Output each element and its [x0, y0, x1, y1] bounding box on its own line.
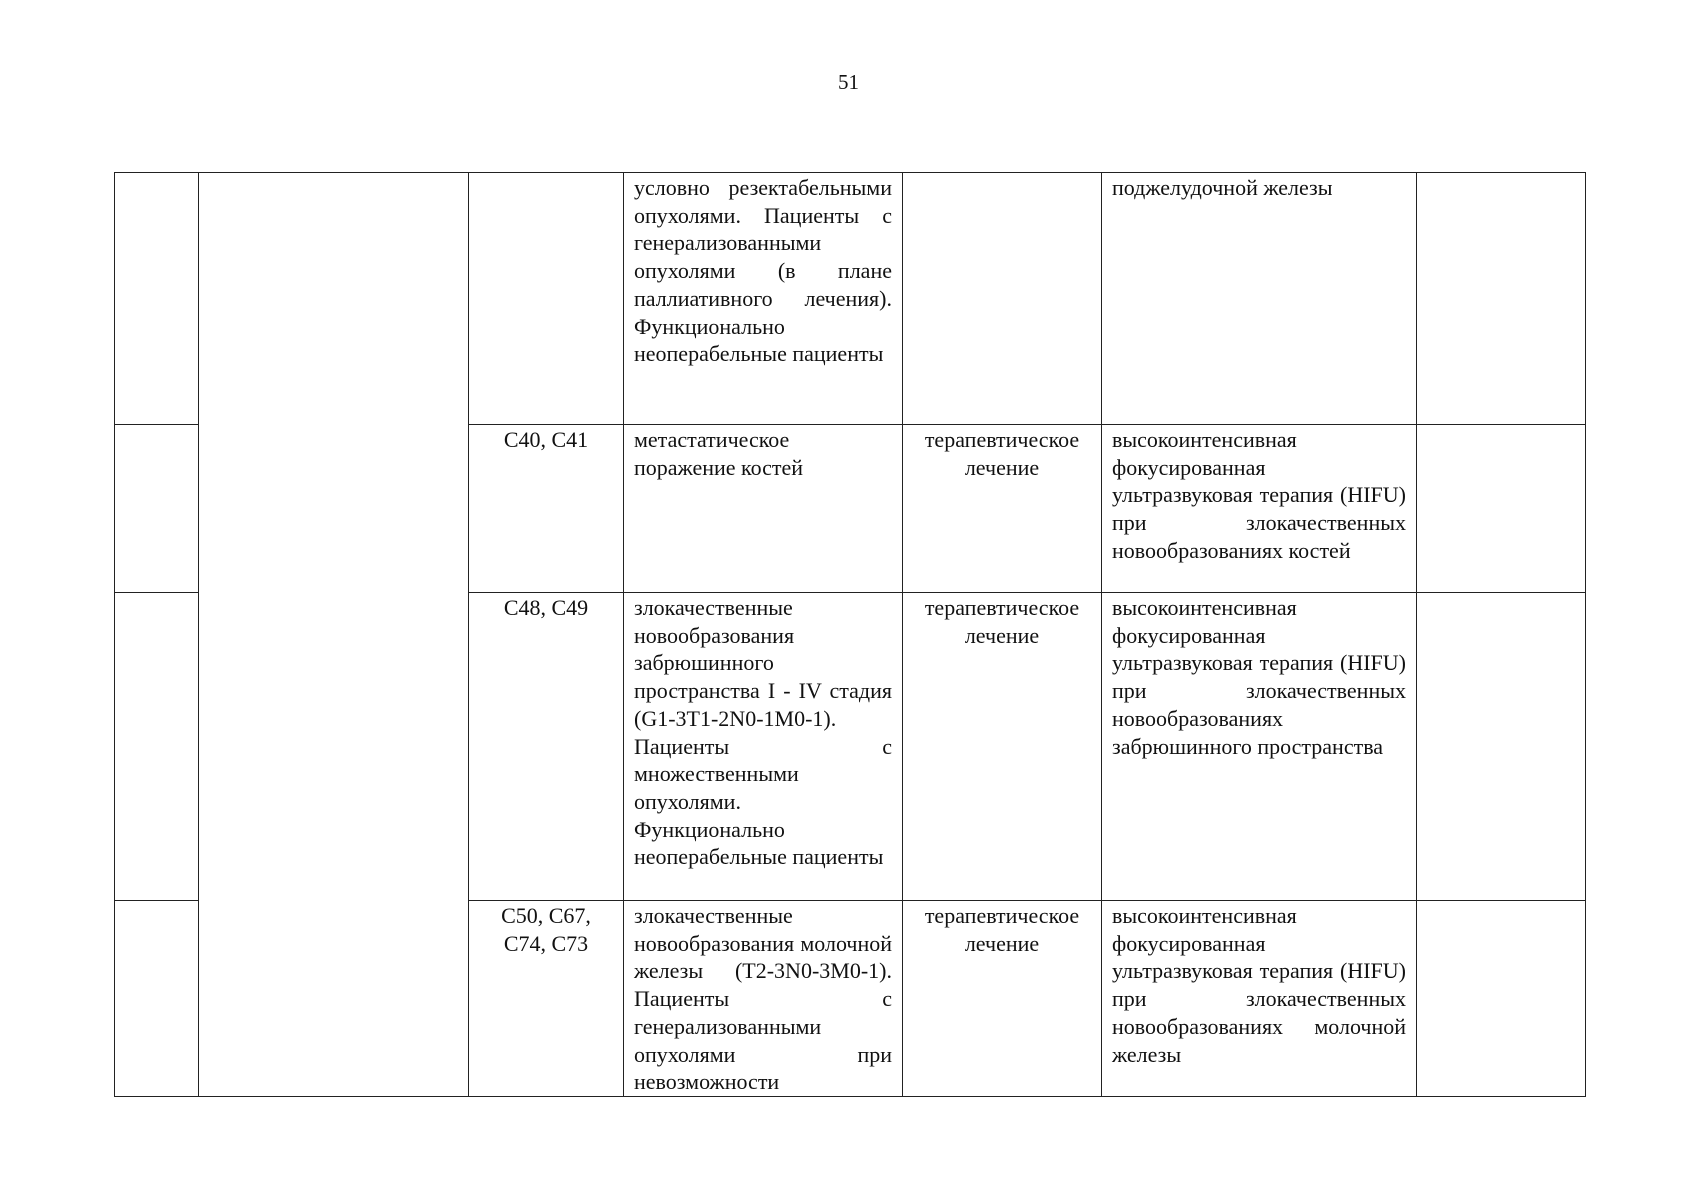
treatment-method-cell: высокоинтенсивная фокусированная ультразвуковая терапия (HIFU) при злокачественных новообразованиях забрюшинного пространства — [1102, 593, 1417, 901]
diagnosis-cell: злокачественные новообразования забрюшинного пространства I - IV стадия (G1-3T1-2N0-1M0-1). Пациенты с множественными опухолями. Функционально неоперабельные пациенты — [624, 593, 903, 901]
icd-code-line: C48, C49 — [503, 595, 589, 620]
diagnosis-cell: условно резектабельными опухолями. Пациенты с генерализованными опухолями (в плане паллиативного лечения). Функционально неоперабельные пациенты — [624, 173, 903, 425]
treatment-type-cell — [903, 173, 1102, 425]
treatment-method-cell: поджелудочной железы — [1102, 173, 1417, 425]
treatment-type-cell: терапевтическое лечение — [903, 901, 1102, 1097]
row-number-cell — [115, 173, 199, 425]
row-number-cell — [115, 593, 199, 901]
icd-code-line: C50, C67, — [501, 903, 591, 928]
tariff-cell — [1417, 425, 1586, 593]
treatment-method-cell: высокоинтенсивная фокусированная ультразвуковая терапия (HIFU) при злокачественных новообразованиях молочной железы — [1102, 901, 1417, 1097]
page-number: 51 — [838, 70, 859, 94]
icd-code-line: C74, C73 — [503, 930, 589, 956]
tariff-cell — [1417, 901, 1586, 1097]
icd-code-cell — [469, 593, 624, 901]
medical-care-table — [114, 172, 1586, 1097]
diagnosis-cell: метастатическое поражение костей — [624, 425, 903, 593]
treatment-type-cell: терапевтическое лечение — [903, 593, 1102, 901]
row-number-cell — [115, 901, 199, 1097]
profile-name-cell — [199, 173, 469, 1097]
tariff-cell — [1417, 593, 1586, 901]
treatment-type-cell: терапевтическое лечение — [903, 425, 1102, 593]
row-number-cell — [115, 425, 199, 593]
icd-code-cell — [469, 901, 624, 1097]
icd-code-cell — [469, 425, 624, 593]
diagnosis-cell: злокачественные новообразования молочной железы (T2-3N0-3M0-1). Пациенты с генерализованными опухолями при невозможности — [624, 901, 903, 1097]
icd-code-line: C40, C41 — [503, 427, 589, 452]
icd-code-cell — [469, 173, 624, 425]
table-row — [115, 173, 1586, 425]
treatment-method-cell: высокоинтенсивная фокусированная ультразвуковая терапия (HIFU) при злокачественных новообразованиях костей — [1102, 425, 1417, 593]
tariff-cell — [1417, 173, 1586, 425]
